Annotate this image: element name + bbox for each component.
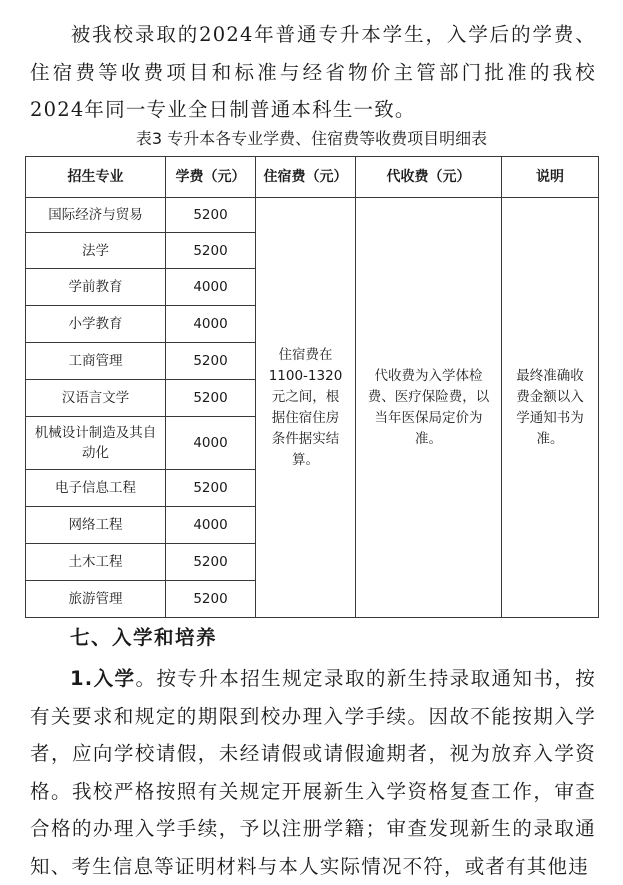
- tuition-cell: 5200: [166, 470, 256, 507]
- enrollment-paragraph: [30, 660, 596, 885]
- intro-text: 被我校录取的2024年普通专升本学生，入学后的学费、住宿费等收费项目和标准与经省物价主管部门批准的我校2024年同一专业全日制普通本科生一致。: [30, 23, 596, 121]
- major-cell: 国际经济与贸易: [26, 198, 166, 233]
- header-major: 招生专业: [26, 157, 166, 198]
- tuition-cell: 4000: [166, 306, 256, 343]
- fee-table: [25, 156, 599, 618]
- major-cell: 小学教育: [26, 306, 166, 343]
- tuition-cell: 5200: [166, 380, 256, 417]
- tuition-cell: 4000: [166, 507, 256, 544]
- agency-note-cell: 代收费为入学体检费、医疗保险费，以当年医保局定价为准。: [356, 198, 502, 618]
- tuition-cell: 5200: [166, 544, 256, 581]
- major-cell: 电子信息工程: [26, 470, 166, 507]
- final-note-cell: 最终准确收费金额以入学通知书为准。: [502, 198, 599, 618]
- tuition-cell: 5200: [166, 233, 256, 269]
- table-header-row: [26, 157, 599, 198]
- enrollment-text: 。按专升本招生规定录取的新生持录取通知书，按有关要求和规定的期限到校办理入学手续。因故不能按期入学者，应向学校请假，未经请假或请假逾期者，视为放弃入学资格。我校严格按照有关规定开展新生入学资格复查工作，审查合格的办理入学手续，予以注册学籍；审查发现新生的录取通知、考生信息等证明材料与本人实际情况不符，或者有其他违: [30, 667, 597, 878]
- major-cell: 旅游管理: [26, 581, 166, 618]
- table-row: [26, 198, 599, 233]
- major-cell: 工商管理: [26, 343, 166, 380]
- tuition-cell: 5200: [166, 581, 256, 618]
- header-notes: 说明: [502, 157, 599, 198]
- major-cell: 网络工程: [26, 507, 166, 544]
- header-agency: 代收费（元）: [356, 157, 502, 198]
- enrollment-label: 1.入学: [70, 667, 136, 690]
- major-cell: 学前教育: [26, 269, 166, 306]
- header-tuition: 学费（元）: [166, 157, 256, 198]
- tuition-cell: 5200: [166, 343, 256, 380]
- header-housing: 住宿费（元）: [256, 157, 356, 198]
- housing-note-cell: 住宿费在1100-1320元之间，根据住宿住房条件据实结算。: [256, 198, 356, 618]
- tuition-cell: 4000: [166, 269, 256, 306]
- major-cell: 土木工程: [26, 544, 166, 581]
- section-heading: 七、入学和培养: [70, 626, 218, 649]
- major-cell: 法学: [26, 233, 166, 269]
- intro-paragraph: [30, 16, 596, 129]
- major-cell: 机械设计制造及其自动化: [26, 417, 166, 470]
- tuition-cell: 5200: [166, 198, 256, 233]
- tuition-cell: 4000: [166, 417, 256, 470]
- major-cell: 汉语言文学: [26, 380, 166, 417]
- table-caption: 表3 专升本各专业学费、住宿费等收费项目明细表: [135, 129, 488, 148]
